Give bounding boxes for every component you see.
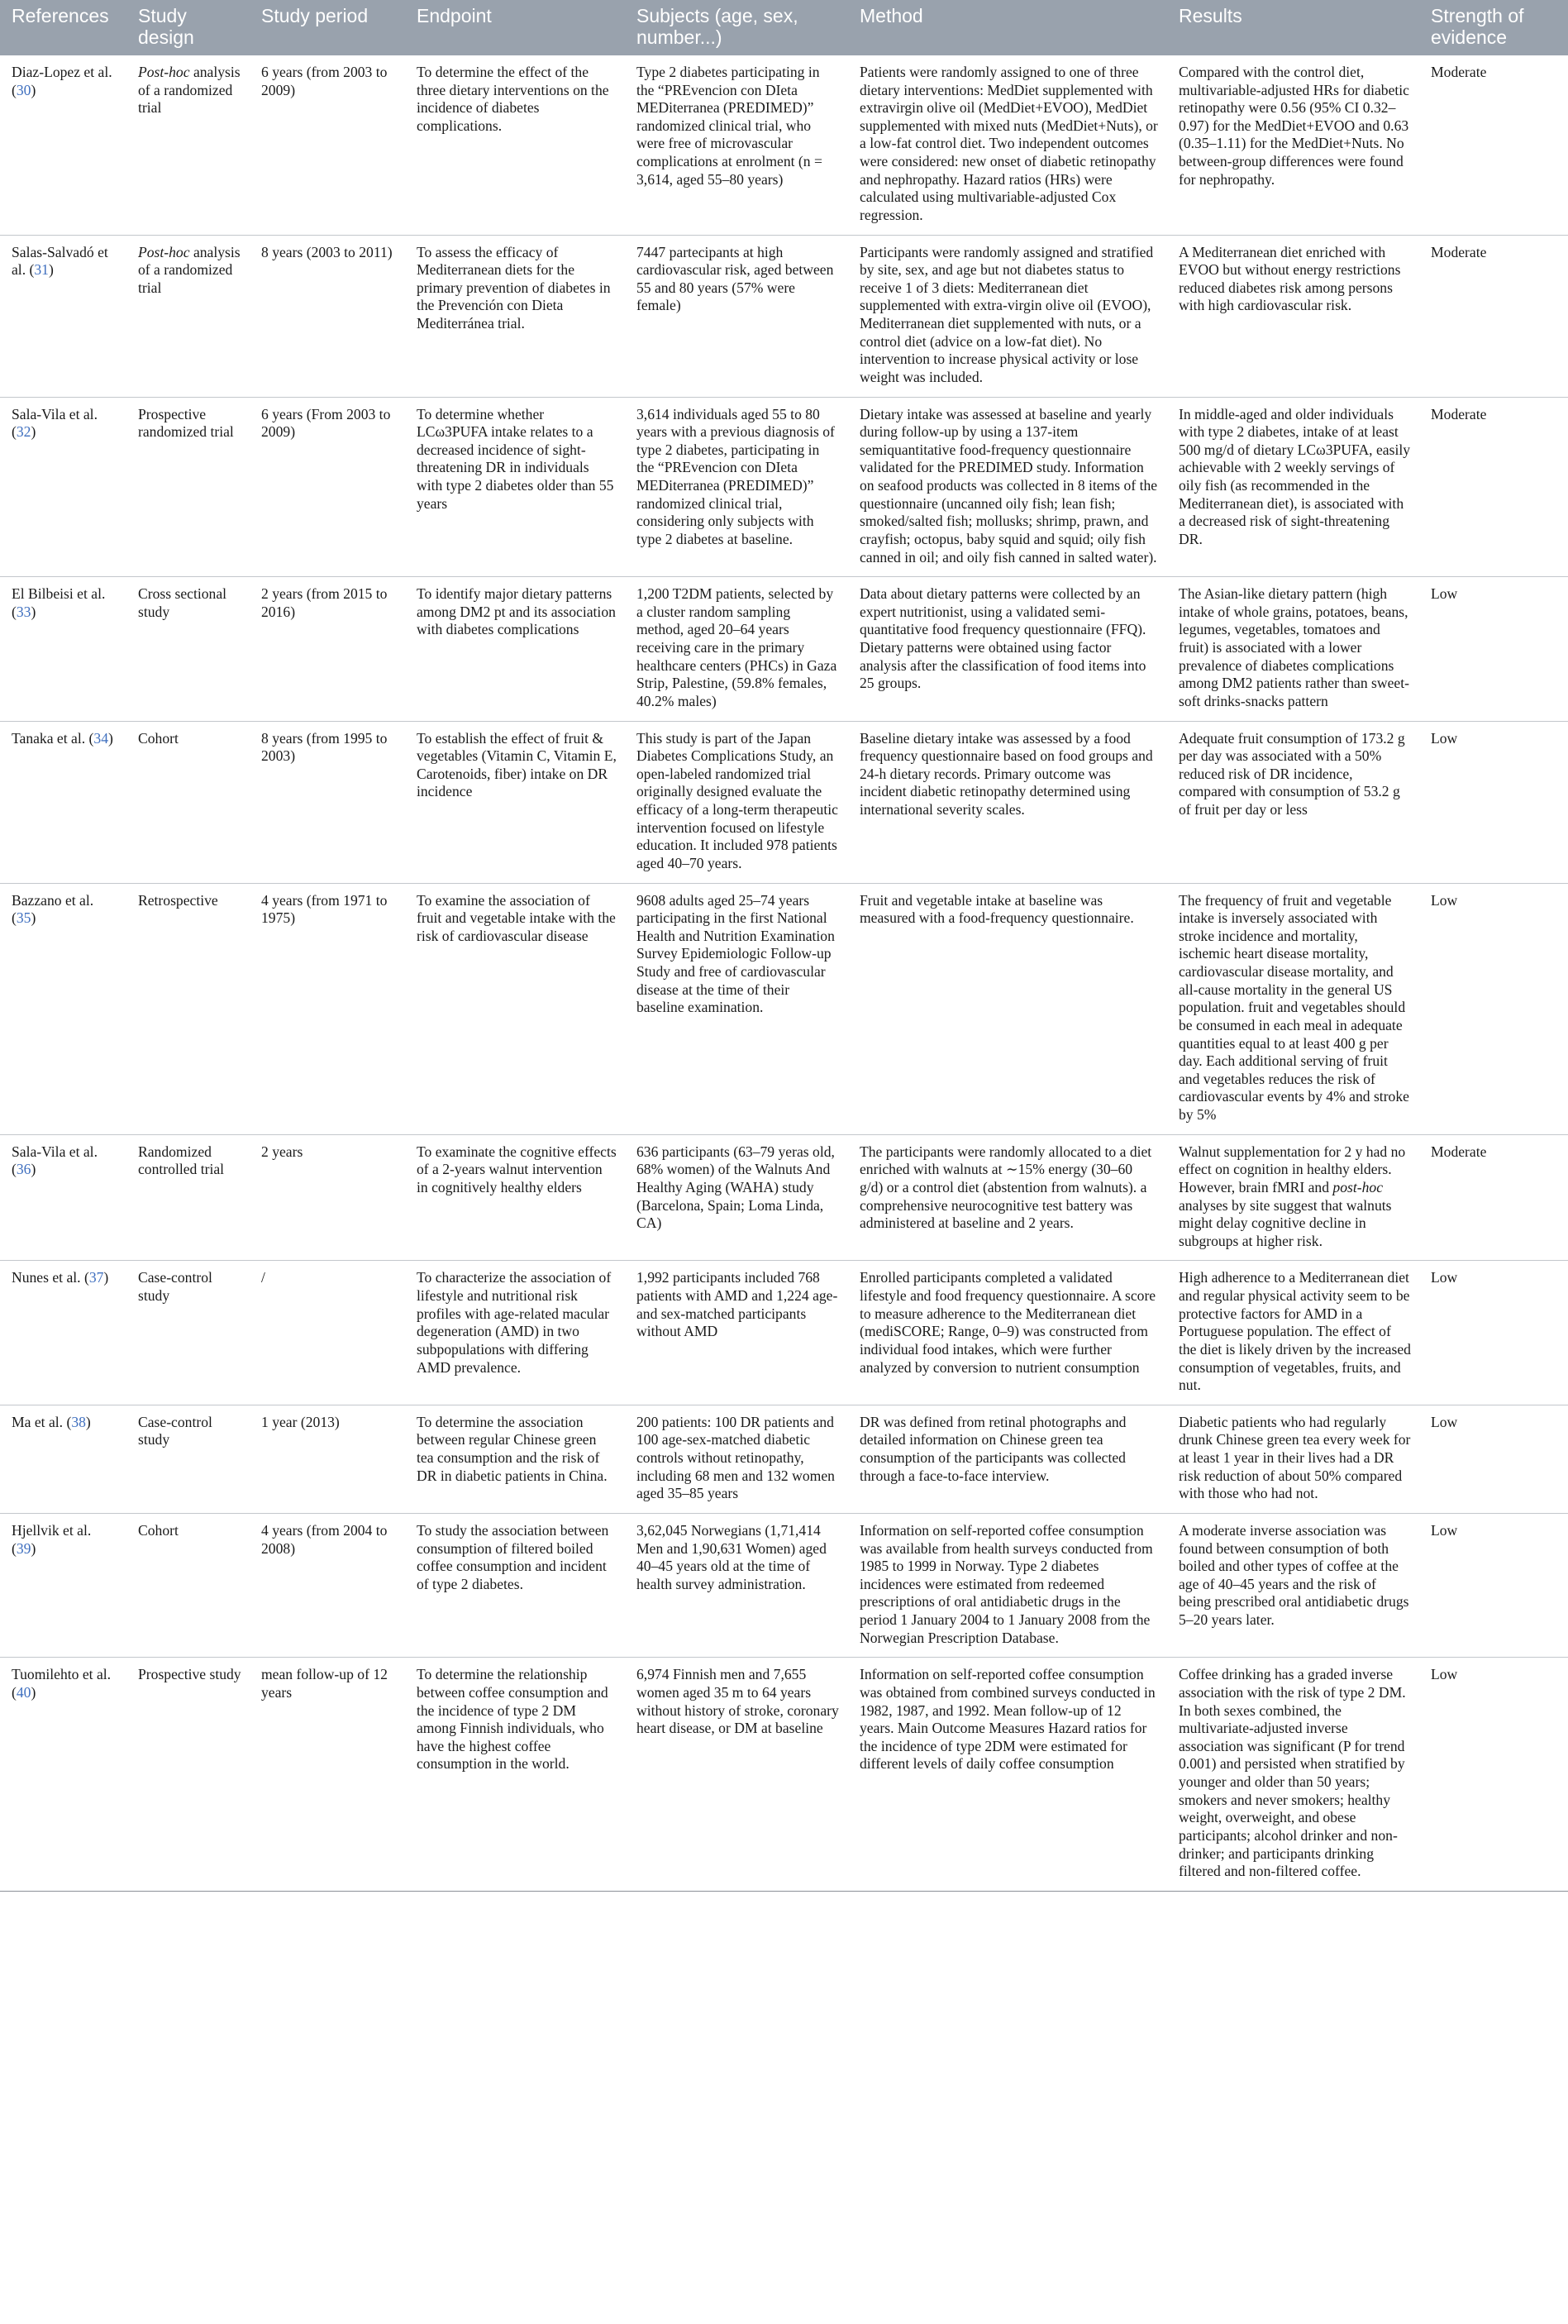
cell-study-period: mean follow-up of 12 years bbox=[250, 1658, 405, 1892]
cell-subjects: This study is part of the Japan Diabetes Complications Study, an open-labeled randomized trial originally designed evaluate the efficacy of a long-term therapeutic intervention focused on lifestyle education. It included 978 patients aged 40–70 years. bbox=[625, 721, 848, 883]
header-study-design: Study design bbox=[126, 0, 250, 55]
design-italic: Post-hoc bbox=[138, 63, 190, 80]
cell-study-period: 2 years (from 2015 to 2016) bbox=[250, 577, 405, 721]
cell-study-design bbox=[126, 577, 250, 721]
cell-endpoint: To examinate the cognitive effects of a 2-years walnut intervention in cognitively healthy elders bbox=[405, 1134, 625, 1261]
cell-study-period: 8 years (from 1995 to 2003) bbox=[250, 721, 405, 883]
cell-study-period: 8 years (2003 to 2011) bbox=[250, 235, 405, 397]
cell-reference bbox=[0, 577, 126, 721]
cell-study-period: 2 years bbox=[250, 1134, 405, 1261]
cell-results: High adherence to a Mediterranean diet and regular physical activity seem to be protective factors for AMD in a Portuguese population. The effect of the diet is likely driven by the increased consumption of vegetables, fruits, and nut. bbox=[1167, 1261, 1419, 1405]
table-row bbox=[0, 577, 1568, 721]
header-references: References bbox=[0, 0, 126, 55]
cell-endpoint: To establish the effect of fruit & vegetables (Vitamin C, Vitamin E, Carotenoids, fiber) intake on DR incidence bbox=[405, 721, 625, 883]
reference-author: Salas-Salvadó et al. ( bbox=[12, 243, 108, 279]
cell-results: Adequate fruit consumption of 173.2 g per day was associated with a 50% reduced risk of DR incidence, compared with consumption of 53.2 g of fruit per day or less bbox=[1167, 721, 1419, 883]
cell-reference bbox=[0, 1134, 126, 1261]
cell-results: The Asian-like dietary pattern (high intake of whole grains, potatoes, beans, legumes, vegetables, tomatoes and fruit) is associated with a lower prevalence of diabetes complications among DM2 patients rather than sweet-soft drinks-snacks pattern bbox=[1167, 577, 1419, 721]
table-row bbox=[0, 1513, 1568, 1657]
cell-subjects: 6,974 Finnish men and 7,655 women aged 35 m to 64 years without history of stroke, coronary heart disease, or DM at baseline bbox=[625, 1658, 848, 1892]
cell-endpoint: To determine the association between regular Chinese green tea consumption and the risk of DR in diabetic patients in China. bbox=[405, 1405, 625, 1513]
cell-subjects: 3,614 individuals aged 55 to 80 years with a previous diagnosis of type 2 diabetes, participating in the “PREvencion con DIeta MEDiterranea (PREDIMED)” randomized clinical trial, considering only subjects with type 2 diabetes at baseline. bbox=[625, 397, 848, 577]
design-italic: Post-hoc bbox=[138, 243, 190, 260]
header-method: Method bbox=[848, 0, 1167, 55]
design-text: Prospective randomized trial bbox=[138, 405, 234, 441]
table-row bbox=[0, 55, 1568, 235]
cell-reference bbox=[0, 1513, 126, 1657]
cell-study-design bbox=[126, 397, 250, 577]
reference-author: Tuomilehto et al. ( bbox=[12, 1666, 112, 1701]
cell-subjects: 3,62,045 Norwegians (1,71,414 Men and 1,90,631 Women) aged 40–45 years old at the time of health survey administration. bbox=[625, 1513, 848, 1657]
cell-study-design bbox=[126, 1658, 250, 1892]
cell-strength: Low bbox=[1419, 1261, 1568, 1405]
results-text: analyses by site suggest that walnuts might delay cognitive decline in subgroups at higher risk. bbox=[1179, 1196, 1392, 1249]
reference-close: ) bbox=[107, 729, 113, 747]
cell-results: A Mediterranean diet enriched with EVOO but without energy restrictions reduced diabetes risk among persons with high cardiovascular risk. bbox=[1167, 235, 1419, 397]
cell-study-design bbox=[126, 1513, 250, 1657]
reference-close: ) bbox=[31, 1683, 36, 1701]
reference-link[interactable]: 33 bbox=[16, 603, 31, 620]
cell-strength: Low bbox=[1419, 1658, 1568, 1892]
design-text: Randomized controlled trial bbox=[138, 1143, 225, 1178]
cell-study-period: 4 years (from 1971 to 1975) bbox=[250, 883, 405, 1134]
reference-link[interactable]: 30 bbox=[16, 81, 31, 98]
cell-endpoint: To study the association between consumption of filtered boiled coffee consumption and incident of type 2 diabetes. bbox=[405, 1513, 625, 1657]
cell-method: Information on self-reported coffee consumption was available from health surveys conducted from 1985 to 1999 in Norway. Type 2 diabetes incidences were estimated from redeemed prescriptions of oral antidiabetic drugs in the period 1 January 2004 to 1 January 2008 from the Norwegian Prescription Database. bbox=[848, 1513, 1167, 1657]
cell-subjects: 9608 adults aged 25–74 years participating in the first National Health and Nutrition Examination Survey Epidemiologic Follow-up Study and free of cardiovascular disease at the time of their baseline examination. bbox=[625, 883, 848, 1134]
cell-reference bbox=[0, 235, 126, 397]
table-row bbox=[0, 1261, 1568, 1405]
cell-strength: Low bbox=[1419, 1513, 1568, 1657]
cell-study-period: 1 year (2013) bbox=[250, 1405, 405, 1513]
cell-subjects: 200 patients: 100 DR patients and 100 age-sex-matched diabetic controls without retinopathy, including 68 men and 132 women aged 35–85 years bbox=[625, 1405, 848, 1513]
reference-author: Bazzano et al. ( bbox=[12, 891, 94, 927]
reference-author: Diaz-Lopez et al. ( bbox=[12, 63, 112, 98]
cell-results: Diabetic patients who had regularly drunk Chinese green tea every week for at least 1 year in their lives had a DR risk reduction of about 50% compared with those who had not. bbox=[1167, 1405, 1419, 1513]
cell-endpoint: To characterize the association of lifestyle and nutritional risk profiles with age-related macular degeneration (AMD) in two subpopulations with differing AMD prevalence. bbox=[405, 1261, 625, 1405]
table-row bbox=[0, 1134, 1568, 1261]
cell-study-design bbox=[126, 55, 250, 235]
cell-endpoint: To assess the efficacy of Mediterranean diets for the primary prevention of diabetes in the Prevención con Dieta Mediterránea trial. bbox=[405, 235, 625, 397]
header-study-period: Study period bbox=[250, 0, 405, 55]
cell-endpoint: To examine the association of fruit and vegetable intake with the risk of cardiovascular disease bbox=[405, 883, 625, 1134]
cell-study-period: 4 years (from 2004 to 2008) bbox=[250, 1513, 405, 1657]
cell-reference bbox=[0, 883, 126, 1134]
cell-results bbox=[1167, 1134, 1419, 1261]
cell-method: Information on self-reported coffee consumption was obtained from combined surveys conducted in 1982, 1987, and 1992. Mean follow-up of 12 years. Main Outcome Measures Hazard ratios for the incidence of type 2DM were estimated for different levels of daily coffee consumption bbox=[848, 1658, 1167, 1892]
cell-study-design bbox=[126, 721, 250, 883]
reference-author: Tanaka et al. ( bbox=[12, 729, 94, 747]
reference-link[interactable]: 37 bbox=[88, 1269, 104, 1286]
table-row bbox=[0, 1405, 1568, 1513]
cell-method: Enrolled participants completed a validated lifestyle and food frequency questionnaire. A score to measure adherence to the Mediterranean diet (mediSCORE; Range, 0–9) was constructed from individual food intakes, which were further analyzed by conversion to nutrient consumption bbox=[848, 1261, 1167, 1405]
cell-method: Dietary intake was assessed at baseline and yearly during follow-up by using a 137-item semiquantitative food-frequency questionnaire validated for the PREDIMED study. Information on seafood products was collected in 8 items of the questionnaire (uncanned oily fish; lean fish; smoked/salted fish; mollusks; shrimp, prawn, and crayfish; octopus, baby squid and squid; oily fish canned in oil; and oily fish canned in salted water). bbox=[848, 397, 1167, 577]
header-subjects: Subjects (age, sex, number...) bbox=[625, 0, 848, 55]
reference-link[interactable]: 39 bbox=[16, 1539, 31, 1557]
cell-study-period: 6 years (from 2003 to 2009) bbox=[250, 55, 405, 235]
cell-study-design bbox=[126, 1261, 250, 1405]
cell-reference bbox=[0, 1261, 126, 1405]
cell-subjects: Type 2 diabetes participating in the “PREvencion con DIeta MEDiterranea (PREDIMED)” randomized clinical trial, who were free of microvascular complications at enrolment (n = 3,614, aged 55–80 years) bbox=[625, 55, 848, 235]
cell-results: In middle-aged and older individuals with type 2 diabetes, intake of at least 500 mg/d of dietary LCω3PUFA, easily achievable with 2 weekly servings of oily fish (as recommended in the Mediterranean diet), is associated with a decreased risk of sight-threatening DR. bbox=[1167, 397, 1419, 577]
cell-study-period: / bbox=[250, 1261, 405, 1405]
cell-subjects: 1,200 T2DM patients, selected by a cluster random sampling method, aged 20–64 years receiving care in the primary healthcare centers (PHCs) in Gaza Strip, Palestine, (59.8% females, 40.2% males) bbox=[625, 577, 848, 721]
table-row bbox=[0, 721, 1568, 883]
cell-method: Participants were randomly assigned and stratified by site, sex, and age but not diabetes status to receive 1 of 3 diets: Mediterranean diet supplemented with extra-virgin olive oil (EVOO), Mediterranean diet supplemented with nuts, or a control diet (advice on a low-fat diet). No intervention to increase physical activity or lose weight was included. bbox=[848, 235, 1167, 397]
cell-strength: Moderate bbox=[1419, 1134, 1568, 1261]
cell-reference bbox=[0, 721, 126, 883]
reference-close: ) bbox=[31, 909, 36, 927]
header-row bbox=[0, 0, 1568, 55]
table-row bbox=[0, 235, 1568, 397]
reference-link[interactable]: 31 bbox=[34, 261, 49, 279]
cell-strength: Moderate bbox=[1419, 235, 1568, 397]
design-text: Prospective study bbox=[138, 1666, 241, 1683]
reference-link[interactable]: 36 bbox=[16, 1161, 31, 1178]
cell-reference bbox=[0, 1405, 126, 1513]
cell-method: Baseline dietary intake was assessed by a food frequency questionnaire based on food groups and 24-h dietary records. Primary outcome was incident diabetic retinopathy determined using international severity scales. bbox=[848, 721, 1167, 883]
cell-endpoint: To determine whether LCω3PUFA intake relates to a decreased incidence of sight-threatening DR in individuals with type 2 diabetes older than 55 years bbox=[405, 397, 625, 577]
reference-close: ) bbox=[31, 423, 36, 441]
cell-strength: Low bbox=[1419, 577, 1568, 721]
design-text: Cross sectional study bbox=[138, 585, 227, 620]
cell-method: The participants were randomly allocated to a diet enriched with walnuts at ∼15% energy (30–60 g/d) or a control diet (abstention from walnuts). a comprehensive neurocognitive test battery was administered at baseline and 2 years. bbox=[848, 1134, 1167, 1261]
header-endpoint: Endpoint bbox=[405, 0, 625, 55]
cell-method: Fruit and vegetable intake at baseline was measured with a food-frequency questionnaire. bbox=[848, 883, 1167, 1134]
reference-link[interactable]: 34 bbox=[93, 729, 108, 747]
results-italic: post-hoc bbox=[1332, 1178, 1384, 1195]
reference-author: El Bilbeisi et al. ( bbox=[12, 585, 106, 620]
cell-subjects: 7447 partecipants at high cardiovascular risk, aged between 55 and 80 years (57% were female) bbox=[625, 235, 848, 397]
reference-link[interactable]: 35 bbox=[16, 909, 31, 927]
cell-endpoint: To determine the relationship between coffee consumption and the incidence of type 2 DM among Finnish individuals, who have the highest coffee consumption in the world. bbox=[405, 1658, 625, 1892]
reference-author: Sala-Vila et al. ( bbox=[12, 1143, 98, 1178]
reference-close: ) bbox=[31, 1161, 36, 1178]
design-text: Case-control study bbox=[138, 1269, 212, 1304]
reference-close: ) bbox=[48, 261, 54, 279]
design-text: analysis of a randomized trial bbox=[138, 63, 241, 117]
cell-method: DR was defined from retinal photographs and detailed information on Chinese green tea consumption of the participants was collected through a face-to-face interview. bbox=[848, 1405, 1167, 1513]
cell-study-design bbox=[126, 1405, 250, 1513]
design-text: Case-control study bbox=[138, 1413, 212, 1448]
reference-author: Hjellvik et al. ( bbox=[12, 1521, 92, 1557]
cell-method: Patients were randomly assigned to one of three dietary interventions: MedDiet supplemented with extravirgin olive oil (MedDiet+EVOO), MedDiet supplemented with mixed nuts (MedDiet+Nuts), or a low-fat control diet. Two independent outcomes were considered: new onset of diabetic retinopathy and nephropathy. Hazard ratios (HRs) were calculated using multivariable-adjusted Cox regression. bbox=[848, 55, 1167, 235]
table-row bbox=[0, 397, 1568, 577]
cell-results: Compared with the control diet, multivariable-adjusted HRs for diabetic retinopathy were 0.56 (95% CI 0.32–0.97) for the MedDiet+EVOO and 0.63 (0.35–1.11) for the MedDiet+Nuts. No between-group differences were found for nephropathy. bbox=[1167, 55, 1419, 235]
cell-study-design bbox=[126, 1134, 250, 1261]
cell-strength: Low bbox=[1419, 883, 1568, 1134]
cell-method: Data about dietary patterns were collected by an expert nutritionist, using a validated semi-quantitative food frequency questionnaire (FFQ). Dietary patterns were obtained using factor analysis after the classification of food items into 25 groups. bbox=[848, 577, 1167, 721]
reference-close: ) bbox=[85, 1413, 91, 1430]
results-text: Walnut supplementation for 2 y had no effect on cognition in healthy elders. However, brain fMRI and bbox=[1179, 1143, 1406, 1195]
cell-strength: Moderate bbox=[1419, 55, 1568, 235]
reference-link[interactable]: 32 bbox=[16, 423, 31, 441]
header-strength: Strength of evidence bbox=[1419, 0, 1568, 55]
cell-study-period: 6 years (From 2003 to 2009) bbox=[250, 397, 405, 577]
cell-reference bbox=[0, 55, 126, 235]
cell-subjects: 1,992 participants included 768 patients with AMD and 1,224 age- and sex-matched participants without AMD bbox=[625, 1261, 848, 1405]
design-text: analysis of a randomized trial bbox=[138, 243, 241, 296]
header-results: Results bbox=[1167, 0, 1419, 55]
table-row bbox=[0, 1658, 1568, 1892]
reference-author: Nunes et al. ( bbox=[12, 1269, 89, 1286]
reference-link[interactable]: 40 bbox=[16, 1683, 31, 1701]
reference-author: Sala-Vila et al. ( bbox=[12, 405, 98, 441]
reference-author: Ma et al. ( bbox=[12, 1413, 72, 1430]
reference-link[interactable]: 38 bbox=[71, 1413, 86, 1430]
cell-study-design bbox=[126, 883, 250, 1134]
cell-strength: Low bbox=[1419, 721, 1568, 883]
cell-strength: Moderate bbox=[1419, 397, 1568, 577]
reference-close: ) bbox=[31, 1539, 36, 1557]
reference-close: ) bbox=[31, 603, 36, 620]
design-text: Retrospective bbox=[138, 891, 218, 909]
table-row bbox=[0, 883, 1568, 1134]
cell-results: Coffee drinking has a graded inverse association with the risk of type 2 DM. In both sexes combined, the multivariate-adjusted inverse association was significant (P for trend 0.001) and persisted when stratified by younger and older than 50 years; smokers and never smokers; healthy weight, overweight, and obese participants; alcohol drinker and non-drinker; and participants drinking filtered and non-filtered coffee. bbox=[1167, 1658, 1419, 1892]
cell-study-design bbox=[126, 235, 250, 397]
cell-endpoint: To determine the effect of the three dietary interventions on the incidence of diabetes complications. bbox=[405, 55, 625, 235]
cell-results: A moderate inverse association was found between consumption of both boiled and other types of coffee at the age of 40–45 years and the risk of being prescribed oral antidiabetic drugs 5–20 years later. bbox=[1167, 1513, 1419, 1657]
cell-endpoint: To identify major dietary patterns among DM2 pt and its association with diabetes complications bbox=[405, 577, 625, 721]
design-text: Cohort bbox=[138, 729, 179, 747]
reference-close: ) bbox=[31, 81, 36, 98]
reference-close: ) bbox=[103, 1269, 109, 1286]
cell-strength: Low bbox=[1419, 1405, 1568, 1513]
cell-reference bbox=[0, 1658, 126, 1892]
cell-reference bbox=[0, 397, 126, 577]
design-text: Cohort bbox=[138, 1521, 179, 1539]
cell-results: The frequency of fruit and vegetable intake is inversely associated with stroke incidence and mortality, ischemic heart disease mortality, cardiovascular disease mortality, and all-cause mortality in the general US population. fruit and vegetables should be consumed in each meal in adequate quantities equal to at least 400 g per day. Each additional serving of fruit and vegetables reduces the risk of cardiovascular events by 4% and stroke by 5% bbox=[1167, 883, 1419, 1134]
cell-subjects: 636 participants (63–79 yeras old, 68% women) of the Walnuts And Healthy Aging (WAHA) study (Barcelona, Spain; Loma Linda, CA) bbox=[625, 1134, 848, 1261]
